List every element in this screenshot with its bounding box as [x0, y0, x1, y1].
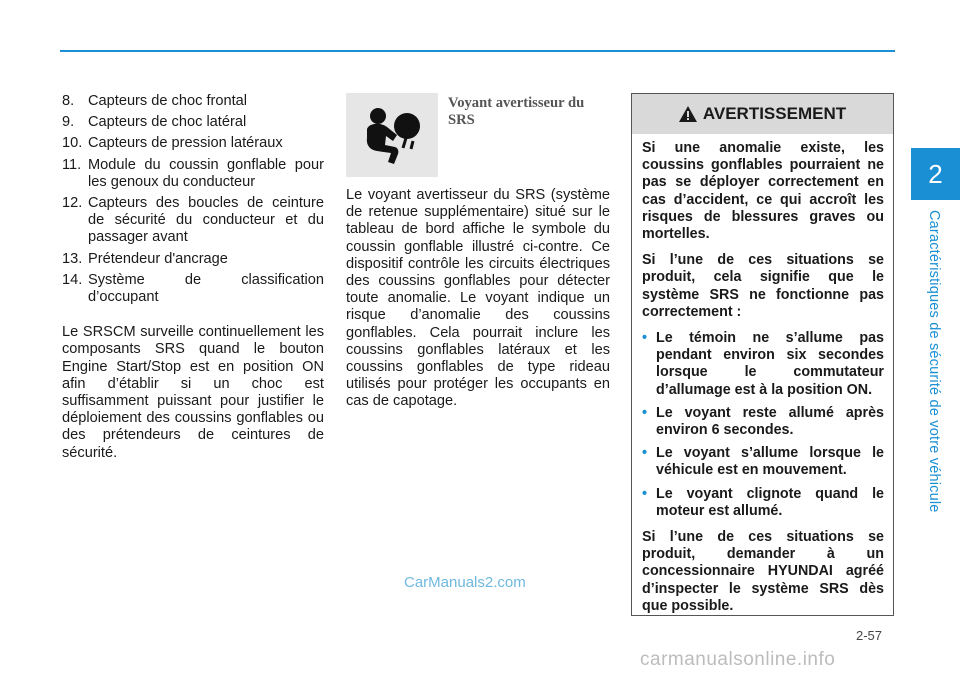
- list-item: 9. Capteurs de choc latéral: [62, 114, 247, 131]
- warning-paragraph: Si une anomalie existe, les coussins gonflables pourraient ne pas se déployer correctement en cas d’accident, ce qui accroît les risques de blessures graves ou mortelles.: [642, 140, 884, 243]
- warning-header: [632, 94, 893, 134]
- chapter-tab: 2: [911, 148, 960, 200]
- warning-paragraph: Si l’une de ces situations se produit, cela signifie que le système SRS ne fonctionne pas correctement :: [642, 252, 884, 320]
- bullet-icon: •: [642, 404, 648, 421]
- bullet-icon: •: [642, 330, 648, 347]
- warning-list: [642, 330, 884, 520]
- top-rule: [60, 50, 895, 52]
- list-item: • Le voyant reste allumé après environ 6 secondes.: [642, 404, 884, 439]
- list-item: 11. Module du coussin gonflable pour les genoux du conducteur: [62, 156, 324, 190]
- watermark-text: carmanualsonline.info: [640, 649, 836, 670]
- warning-paragraph: Si l’une de ces situations se produit, demander à un concessionnaire HYUNDAI agréé d’inspecter le système SRS dès que possible.: [642, 529, 884, 614]
- airbag-warning-icon: [359, 105, 425, 165]
- icon-box: [346, 93, 438, 177]
- watermark-link[interactable]: CarManuals2.com: [404, 574, 526, 591]
- list-item: 10. Capteurs de pression latéraux: [62, 135, 283, 152]
- list-item: 12. Capteurs des boucles de ceinture de sécurité du conducteur et du passager avant: [62, 195, 324, 246]
- component-list: [62, 93, 324, 306]
- page-number: 2-57: [856, 628, 883, 643]
- warning-body: [632, 134, 893, 615]
- warning-title: AVERTISSEMENT: [702, 104, 847, 123]
- srs-paragraph: Le voyant avertisseur du SRS (système de retenue supplémentaire) situé sur le tableau de bord affiche le symbole du coussin gonflable illustré ci-contre. Ce dispositif contrôle les circuits électriques des coussins gonflables pour détecter toute anomalie. Le voyant indique un risque d’anomalie des coussins gonflables. Cela pourrait inclure les coussins gonflables latéraux et les coussins gonflables de type rideau utilisés pour protéger les occupants en cas de capotage.: [346, 187, 610, 410]
- list-item: 8. Capteurs de choc frontal: [62, 93, 247, 109]
- srscm-paragraph: Le SRSCM surveille continuellement les composants SRS quand le bouton Engine Start/Stop est en position ON afin d’établir si un choc est suffisamment puissant pour justifier le déploiement des coussins gonflables ou des prétendeurs de ceintures de sécurité.: [62, 324, 324, 461]
- list-item: 14. Système de classification d’occupant: [62, 271, 324, 306]
- chapter-title: Caractéristiques de sécurité de votre véhicule: [926, 210, 942, 513]
- warning-box: [631, 93, 894, 616]
- bullet-icon: •: [642, 445, 648, 462]
- list-item: • Le témoin ne s’allume pas pendant environ six secondes lorsque le commutateur d’allumage est à la position ON.: [642, 330, 884, 398]
- warning-triangle-icon: [679, 106, 697, 122]
- list-item: • Le voyant clignote quand le moteur est allumé.: [642, 485, 884, 519]
- section-title: Voyant avertisseur du SRS: [448, 95, 585, 128]
- left-column: [62, 93, 324, 462]
- list-item: • Le voyant s’allume lorsque le véhicule est en mouvement.: [642, 445, 884, 479]
- list-item: 13. Prétendeur d'ancrage: [62, 250, 228, 267]
- middle-column: [346, 93, 610, 411]
- bullet-icon: •: [642, 485, 648, 502]
